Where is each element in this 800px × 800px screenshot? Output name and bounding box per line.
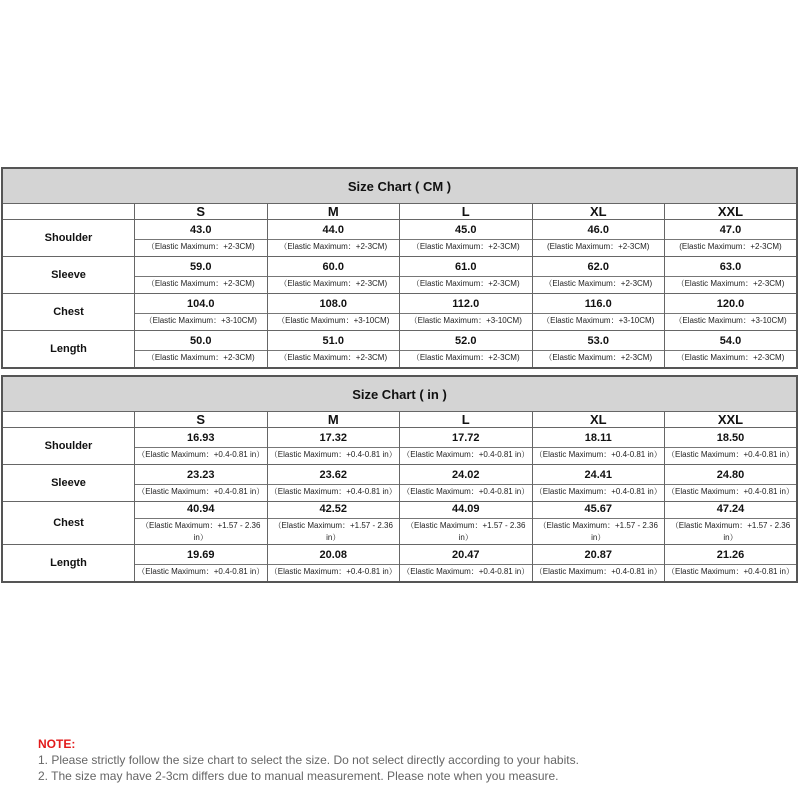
cell-divider — [665, 447, 796, 448]
cell-divider — [268, 447, 400, 448]
size-cell — [400, 257, 533, 294]
cell-divider — [400, 518, 532, 519]
elastic-note: （Elastic Maximum：+0.4-0.81 in） — [667, 487, 794, 496]
elastic-note: （Elastic Maximum：+3-10CM) — [674, 316, 787, 325]
measurement-value: 53.0 — [587, 335, 609, 347]
measurement-value: 46.0 — [587, 224, 609, 236]
measurement-value: 42.52 — [319, 503, 348, 515]
size-cell — [135, 465, 268, 502]
size-cell — [400, 331, 533, 369]
measurement-value: 24.41 — [584, 469, 613, 481]
measurement-value: 44.0 — [322, 224, 344, 236]
elastic-note: （Elastic Maximum：+1.57 - 2.36 in） — [273, 521, 393, 542]
size-header: S — [135, 412, 268, 428]
cell-divider — [268, 518, 400, 519]
size-cell — [400, 220, 533, 257]
elastic-note: （Elastic Maximum：+0.4-0.81 in） — [137, 487, 265, 496]
size-cell — [267, 502, 400, 545]
measurement-value: 51.0 — [322, 335, 344, 347]
elastic-note: （Elastic Maximum：+2-3CM) — [146, 279, 255, 288]
cell-divider — [135, 518, 267, 519]
cm-rows — [2, 220, 797, 369]
measurement-value: 19.69 — [186, 549, 215, 561]
elastic-note: （Elastic Maximum：+2-3CM) — [279, 279, 388, 288]
measurement-value: 20.87 — [584, 549, 613, 561]
elastic-note: （Elastic Maximum：+0.4-0.81 in） — [534, 567, 662, 576]
size-cell — [665, 331, 798, 369]
measurement-value: 45.0 — [455, 224, 477, 236]
cell-divider — [268, 564, 400, 565]
size-cell — [267, 545, 400, 583]
row-label: Shoulder — [2, 428, 135, 465]
elastic-note: （Elastic Maximum：+3-10CM) — [144, 316, 257, 325]
cell-divider — [400, 313, 532, 314]
measurement-value: 104.0 — [186, 298, 215, 310]
size-cell — [267, 331, 400, 369]
size-cell — [665, 465, 798, 502]
size-header: L — [400, 204, 533, 220]
size-cell — [267, 428, 400, 465]
row-label: Shoulder — [2, 220, 135, 257]
note-line: 1. Please strictly follow the size chart to select the size. Do not select directly according to your habits. — [38, 753, 579, 767]
size-cell — [135, 331, 268, 369]
measurement-value: 40.94 — [186, 503, 215, 515]
size-cell — [532, 502, 665, 545]
size-cell — [135, 428, 268, 465]
elastic-note: （Elastic Maximum：+0.4-0.81 in） — [269, 487, 397, 496]
size-cell — [532, 257, 665, 294]
cell-divider — [533, 518, 665, 519]
measurement-value: 59.0 — [190, 261, 212, 273]
measurement-value: 17.72 — [451, 432, 480, 444]
cell-divider — [533, 239, 665, 240]
elastic-note: （Elastic Maximum：+2-3CM) — [146, 242, 255, 251]
elastic-note: （Elastic Maximum：+0.4-0.81 in） — [269, 450, 397, 459]
cell-divider — [533, 276, 665, 277]
elastic-note: （Elastic Maximum：+2-3CM) — [146, 353, 255, 362]
elastic-note: （Elastic Maximum：+0.4-0.81 in） — [534, 487, 662, 496]
size-cell — [400, 465, 533, 502]
size-cell — [135, 545, 268, 583]
cell-divider — [400, 484, 532, 485]
measurement-value: 62.0 — [587, 261, 609, 273]
row-label: Length — [2, 545, 135, 583]
cell-divider — [400, 239, 532, 240]
elastic-note: （Elastic Maximum：+0.4-0.81 in） — [137, 567, 265, 576]
cell-divider — [665, 518, 796, 519]
cell-divider — [268, 484, 400, 485]
size-cell — [532, 545, 665, 583]
table-row — [2, 428, 797, 465]
measurement-value: 54.0 — [719, 335, 742, 347]
table-row — [2, 257, 797, 294]
measurement-value: 17.32 — [319, 432, 348, 444]
cell-divider — [268, 276, 400, 277]
size-cell — [135, 220, 268, 257]
measurement-value: 61.0 — [455, 261, 477, 273]
size-header-row — [2, 204, 797, 220]
cell-divider — [268, 350, 400, 351]
measurement-value: 24.80 — [716, 469, 745, 481]
cell-divider — [135, 276, 267, 277]
table-row — [2, 465, 797, 502]
measurement-value: 45.67 — [584, 503, 613, 515]
cell-divider — [665, 313, 796, 314]
measurement-value: 24.02 — [451, 469, 480, 481]
elastic-note: （Elastic Maximum：+1.57 - 2.36 in） — [406, 521, 526, 542]
size-cell — [665, 220, 798, 257]
cell-divider — [533, 313, 665, 314]
row-label: Chest — [2, 502, 135, 545]
cell-divider — [135, 239, 267, 240]
size-cell — [532, 220, 665, 257]
cell-divider — [400, 350, 532, 351]
cell-divider — [400, 447, 532, 448]
elastic-note: （Elastic Maximum：+2-3CM) — [544, 279, 653, 288]
measurement-value: 47.24 — [716, 503, 745, 515]
table-row — [2, 331, 797, 369]
measurement-value: 60.0 — [322, 261, 344, 273]
measurement-value: 16.93 — [186, 432, 215, 444]
cell-divider — [135, 484, 267, 485]
size-cell — [400, 428, 533, 465]
cell-divider — [135, 350, 267, 351]
cell-divider — [135, 564, 267, 565]
cell-divider — [135, 313, 267, 314]
cell-divider — [533, 350, 665, 351]
elastic-note: （Elastic Maximum：+1.57 - 2.36 in） — [670, 521, 791, 542]
elastic-note: （Elastic Maximum：+1.57 - 2.36 in） — [538, 521, 658, 542]
size-header: XL — [532, 412, 665, 428]
table-row — [2, 545, 797, 583]
table-row — [2, 502, 797, 545]
note-block — [38, 736, 778, 784]
measurement-value: 63.0 — [719, 261, 742, 273]
measurement-value: 52.0 — [455, 335, 477, 347]
size-cell — [267, 294, 400, 331]
elastic-note: （Elastic Maximum：+0.4-0.81 in） — [402, 450, 530, 459]
size-header-row — [2, 412, 797, 428]
row-label: Chest — [2, 294, 135, 331]
measurement-value: 18.11 — [584, 432, 612, 444]
size-header: M — [267, 204, 400, 220]
cell-divider — [665, 484, 796, 485]
size-cell — [135, 502, 268, 545]
elastic-note: （Elastic Maximum：+2-3CM) — [544, 353, 653, 362]
size-header: XXL — [665, 204, 798, 220]
size-cell — [267, 257, 400, 294]
measurement-value: 47.0 — [719, 224, 742, 236]
elastic-note: （Elastic Maximum：+2-3CM) — [411, 353, 520, 362]
size-cell — [267, 465, 400, 502]
note-line: 2. The size may have 2-3cm differs due to manual measurement. Please note when you measure. — [38, 769, 559, 783]
note-title: NOTE: — [38, 737, 76, 751]
size-header: S — [135, 204, 268, 220]
size-chart-cm — [1, 167, 798, 369]
cell-divider — [135, 447, 267, 448]
size-header: M — [267, 412, 400, 428]
cell-divider — [268, 313, 400, 314]
size-cell — [665, 545, 798, 583]
size-cell — [400, 545, 533, 583]
elastic-note: （Elastic Maximum：+0.4-0.81 in） — [269, 567, 397, 576]
elastic-note: （Elastic Maximum：+0.4-0.81 in） — [667, 450, 794, 459]
elastic-note: (Elastic Maximum：+2-3CM) — [547, 242, 650, 251]
elastic-note: （Elastic Maximum：+2-3CM) — [279, 353, 388, 362]
measurement-value: 20.08 — [319, 549, 348, 561]
header-corner — [2, 204, 135, 220]
size-header: XL — [532, 204, 665, 220]
in-rows — [2, 428, 797, 583]
elastic-note: （Elastic Maximum：+1.57 - 2.36 in） — [141, 521, 261, 542]
size-cell — [400, 294, 533, 331]
measurement-value: 116.0 — [584, 298, 612, 310]
measurement-value: 112.0 — [452, 298, 480, 310]
table-row — [2, 220, 797, 257]
size-cell — [400, 502, 533, 545]
row-label: Length — [2, 331, 135, 369]
cell-divider — [533, 447, 665, 448]
elastic-note: (Elastic Maximum：+2-3CM) — [679, 242, 782, 251]
size-chart-in — [1, 375, 798, 583]
elastic-note: （Elastic Maximum：+2-3CM) — [411, 242, 520, 251]
size-cell — [532, 294, 665, 331]
row-label: Sleeve — [2, 257, 135, 294]
measurement-value: 20.47 — [451, 549, 480, 561]
elastic-note: （Elastic Maximum：+2-3CM) — [676, 279, 785, 288]
elastic-note: （Elastic Maximum：+2-3CM) — [279, 242, 388, 251]
size-cell — [532, 331, 665, 369]
header-corner — [2, 412, 135, 428]
cell-divider — [665, 239, 796, 240]
chart-title: Size Chart ( in ) — [2, 376, 797, 412]
elastic-note: （Elastic Maximum：+0.4-0.81 in） — [534, 450, 662, 459]
size-cell — [665, 502, 798, 545]
cell-divider — [533, 564, 665, 565]
size-cell — [135, 257, 268, 294]
cell-divider — [400, 276, 532, 277]
measurement-value: 23.23 — [186, 469, 215, 481]
measurement-value: 120.0 — [716, 298, 745, 310]
cell-divider — [665, 350, 796, 351]
size-cell — [532, 428, 665, 465]
size-cell — [267, 220, 400, 257]
size-cell — [665, 257, 798, 294]
row-label: Sleeve — [2, 465, 135, 502]
cell-divider — [665, 276, 796, 277]
size-cell — [135, 294, 268, 331]
measurement-value: 21.26 — [716, 549, 745, 561]
size-cell — [665, 294, 798, 331]
measurement-value: 108.0 — [319, 298, 348, 310]
cell-divider — [268, 239, 400, 240]
elastic-note: （Elastic Maximum：+0.4-0.81 in） — [137, 450, 265, 459]
size-header: L — [400, 412, 533, 428]
elastic-note: （Elastic Maximum：+3-10CM) — [409, 316, 522, 325]
chart-title: Size Chart ( CM ) — [2, 168, 797, 204]
cell-divider — [665, 564, 796, 565]
size-header: XXL — [665, 412, 798, 428]
measurement-value: 18.50 — [716, 432, 745, 444]
elastic-note: （Elastic Maximum：+3-10CM) — [542, 316, 655, 325]
cell-divider — [533, 484, 665, 485]
measurement-value: 50.0 — [190, 335, 212, 347]
table-row — [2, 294, 797, 331]
cell-divider — [400, 564, 532, 565]
size-cell — [665, 428, 798, 465]
elastic-note: （Elastic Maximum：+0.4-0.81 in） — [402, 487, 530, 496]
elastic-note: （Elastic Maximum：+0.4-0.81 in） — [402, 567, 530, 576]
measurement-value: 23.62 — [319, 469, 348, 481]
elastic-note: （Elastic Maximum：+0.4-0.81 in） — [667, 567, 794, 576]
measurement-value: 44.09 — [451, 503, 480, 515]
elastic-note: （Elastic Maximum：+3-10CM) — [277, 316, 390, 325]
measurement-value: 43.0 — [190, 224, 212, 236]
elastic-note: （Elastic Maximum：+2-3CM) — [411, 279, 520, 288]
size-cell — [532, 465, 665, 502]
elastic-note: （Elastic Maximum：+2-3CM) — [676, 353, 785, 362]
